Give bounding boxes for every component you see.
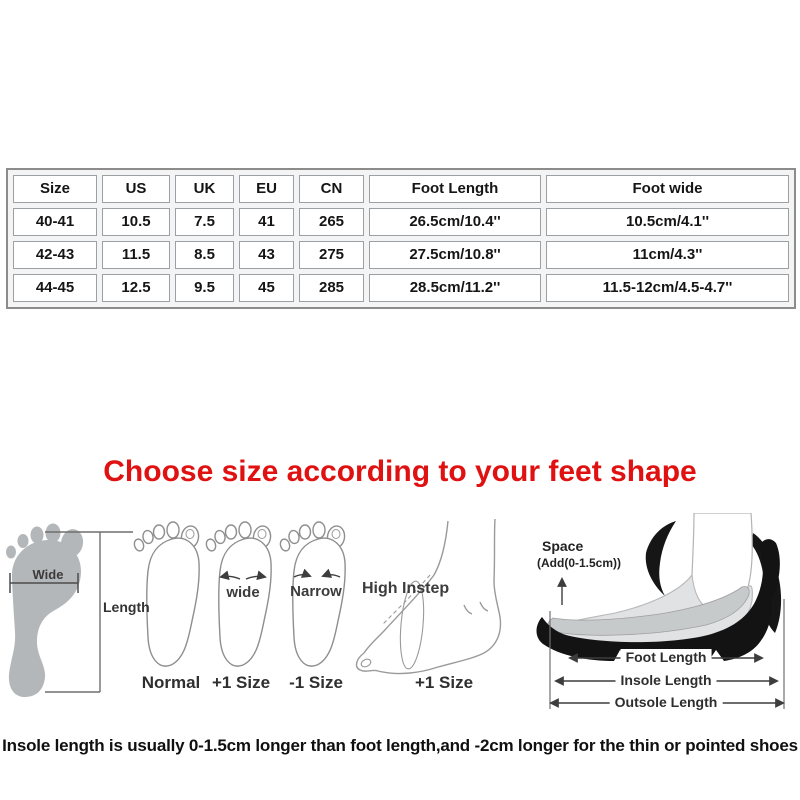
col-header-us: US — [102, 175, 170, 203]
cell: 8.5 — [175, 241, 234, 269]
col-header-cn: CN — [299, 175, 364, 203]
space-label: Space — [542, 538, 584, 554]
space-note-label: (Add(0-1.5cm)) — [537, 556, 622, 570]
cell: 9.5 — [175, 274, 234, 302]
footprint-icon — [6, 524, 85, 698]
cell: 7.5 — [175, 208, 234, 236]
cell: 10.5cm/4.1'' — [546, 208, 789, 236]
cell: 45 — [239, 274, 294, 302]
feet-shape-diagram — [0, 513, 800, 748]
cell: 44-45 — [13, 274, 97, 302]
diagram-canvas — [0, 513, 800, 748]
col-header-size: Size — [13, 175, 97, 203]
page-title: Choose size according to your feet shape — [103, 455, 697, 488]
table-row — [13, 241, 789, 269]
footprint-length-label: Length — [103, 599, 150, 615]
cell: 285 — [299, 274, 364, 302]
table-row — [13, 208, 789, 236]
outsole-length-label: Outsole Length — [610, 694, 723, 710]
table-header-row — [13, 175, 789, 203]
cell: 11.5-12cm/4.5-4.7'' — [546, 274, 789, 302]
cell: 40-41 — [13, 208, 97, 236]
cell: 11cm/4.3'' — [546, 241, 789, 269]
caption-high-instep-size: +1 Size — [414, 673, 474, 692]
normal-foot-icon — [133, 522, 200, 666]
caption-minus-one-size: -1 Size — [289, 673, 343, 692]
cell: 10.5 — [102, 208, 170, 236]
high-instep-annotation: High Instep — [362, 580, 450, 597]
cell: 275 — [299, 241, 364, 269]
cell: 26.5cm/10.4'' — [369, 208, 541, 236]
caption-normal: Normal — [141, 673, 201, 692]
narrow-annotation: Narrow — [290, 583, 342, 600]
cell: 43 — [239, 241, 294, 269]
footnote: Insole length is usually 0-1.5cm longer than foot length,and -2cm longer for the thin or pointed shoes — [2, 736, 798, 755]
size-table — [6, 168, 796, 309]
foot-length-label: Foot Length — [621, 649, 712, 665]
cell: 11.5 — [102, 241, 170, 269]
cell: 27.5cm/10.8'' — [369, 241, 541, 269]
cell: 265 — [299, 208, 364, 236]
col-header-eu: EU — [239, 175, 294, 203]
footprint-wide-label: Wide — [32, 567, 64, 582]
cell: 28.5cm/11.2'' — [369, 274, 541, 302]
table-row — [13, 274, 789, 302]
insole-length-label: Insole Length — [616, 672, 717, 688]
col-header-foot-length: Foot Length — [369, 175, 541, 203]
col-header-uk: UK — [175, 175, 234, 203]
caption-plus-one-size: +1 Size — [211, 673, 271, 692]
cell: 12.5 — [102, 274, 170, 302]
cell: 41 — [239, 208, 294, 236]
cell: 42-43 — [13, 241, 97, 269]
shoe-side-icon — [537, 513, 782, 662]
wide-annotation: wide — [226, 584, 260, 601]
col-header-foot-wide: Foot wide — [546, 175, 789, 203]
